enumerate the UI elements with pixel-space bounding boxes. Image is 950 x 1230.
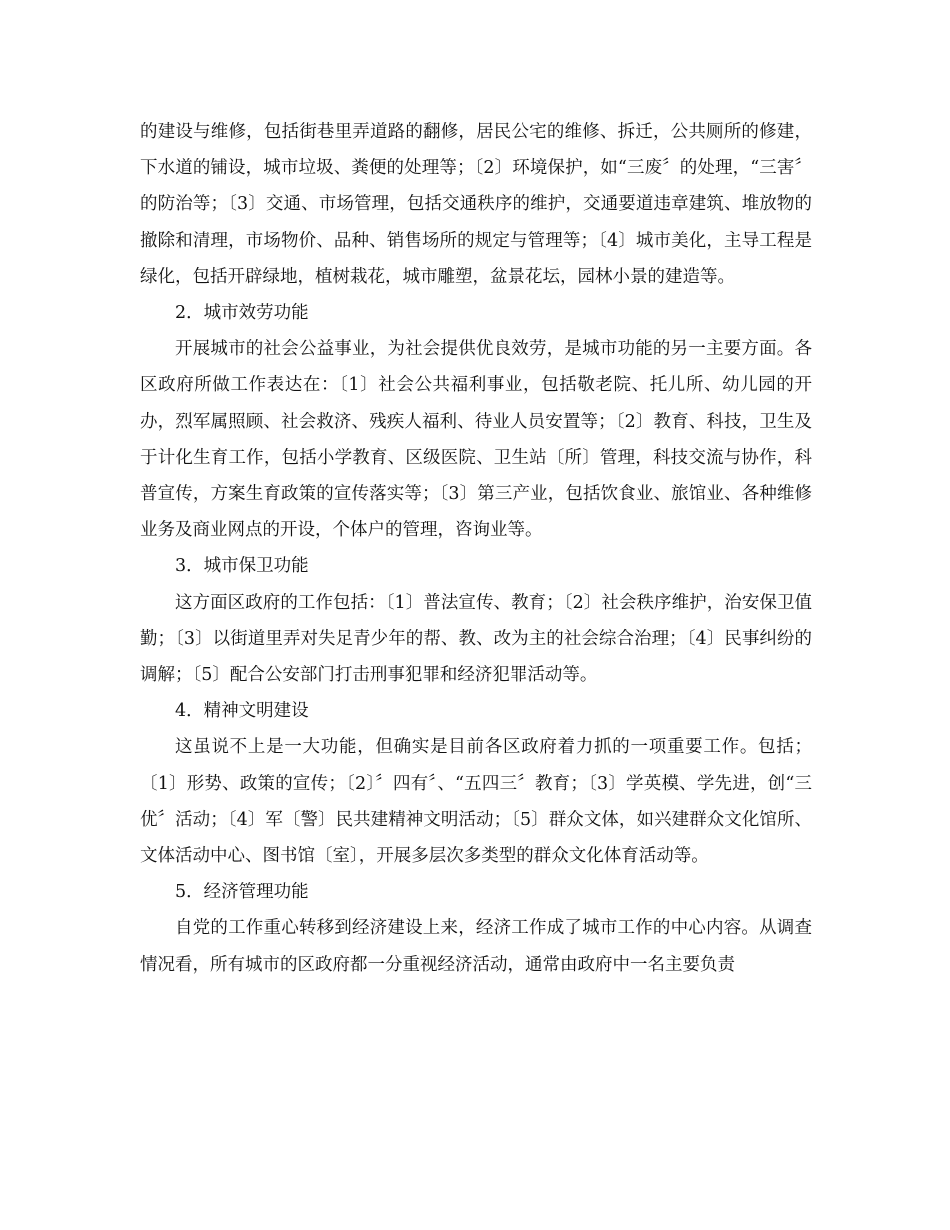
paragraph-spiritual-civilization: 这虽说不上是一大功能，但确实是目前各区政府着力抓的一项重要工作。包括；〔1〕形势、政策的宣传；〔2〕〞四有〞、“五四三〞教育；〔3〕学英模、学先进，创“三优〞活动；〔4〕军〔警〕民共建精神文明活动；〔5〕群众文体，如兴建群众文化馆所、文体活动中心、图书馆〔室〕，开展多层次多类型的群众文化体育活动等。 (140, 737, 812, 867)
heading-city-security-function: 3．城市保卫功能 (175, 556, 309, 577)
heading-economic-management: 5．经济管理功能 (175, 882, 309, 903)
document-body (140, 114, 812, 983)
paragraph-economic-management: 自党的工作重心转移到经济建设上来，经济工作成了城市工作的中心内容。从调查情况看，所有城市的区政府都一分重视经济活动，通常由政府中一名主要负责 (140, 918, 812, 975)
heading-city-service-function: 2．城市效劳功能 (175, 303, 309, 324)
paragraph-urban-construction: 的建设与维修，包括街巷里弄道路的翻修，居民公宅的维修、拆迁，公共厕所的修建，下水道的铺设，城市垃圾、粪便的处理等；〔2〕环境保护，如“三废〞的处理，“三害〞的防治等；〔3〕交通、市场管理，包括交通秩序的维护，交通要道违章建筑、堆放物的撤除和清理，市场物价、品种、销售场所的规定与管理等；〔4〕城市美化，主导工程是绿化，包括开辟绿地，植树栽花，城市雕塑，盆景花坛，园林小景的建造等。 (140, 122, 812, 287)
heading-spiritual-civilization: 4．精神文明建设 (175, 701, 309, 722)
paragraph-city-service: 开展城市的社会公益事业，为社会提供优良效劳，是城市功能的另一主要方面。各区政府所做工作表达在：〔1〕社会公共福利事业，包括敬老院、托儿所、幼儿园的开办，烈军属照顾、社会救济、残疾人福利、待业人员安置等；〔2〕教育、科技，卫生及于计化生育工作，包括小学教育、区级医院、卫生站〔所〕管理，科技交流与协作，科普宣传，方案生育政策的宣传落实等；〔3〕第三产业，包括饮食业、旅馆业、各种维修业务及商业网点的开设，个体户的管理，咨询业等。 (140, 339, 812, 541)
paragraph-city-security: 这方面区政府的工作包括：〔1〕普法宣传、教育；〔2〕社会秩序维护，治安保卫值勤；〔3〕以街道里弄对失足青少年的帮、教、改为主的社会综合治理；〔4〕民事纠纷的调解；〔5〕配合公安部门打击刑事犯罪和经济犯罪活动等。 (140, 592, 812, 686)
